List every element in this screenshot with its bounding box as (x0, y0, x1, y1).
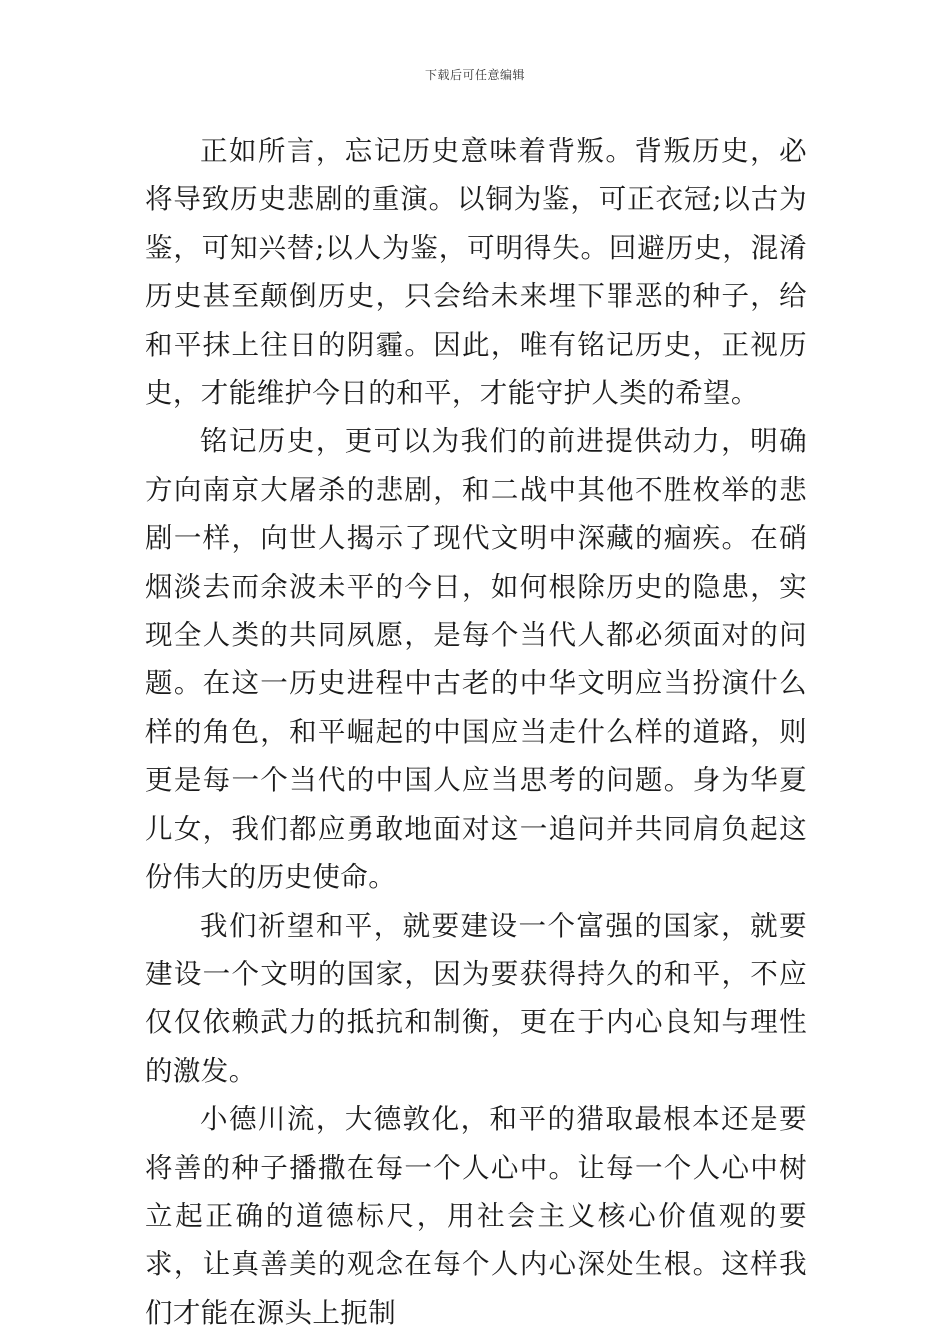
document-body (145, 127, 807, 1337)
header-note: 下载后可任意编辑 (424, 68, 525, 82)
paragraph-3: 我们祈望和平，就要建设一个富强的国家，就要建设一个文明的国家，因为要获得持久的和平，不应仅仅依赖武力的抵抗和制衡，更在于内心良知与理性的激发。 (145, 909, 807, 1087)
paragraph-2: 铭记历史，更可以为我们的前进提供动力，明确方向南京大屠杀的悲剧，和二战中其他不胜枚举的悲剧一样，向世人揭示了现代文明中深藏的痼疾。在硝烟淡去而余波未平的今日，如何根除历史的隐患，实现全人类的共同夙愿，是每个当代人都必须面对的问题。在这一历史进程中古老的中华文明应当扮演什么样的角色，和平崛起的中国应当走什么样的道路，则更是每一个当代的中国人应当思考的问题。身为华夏儿女，我们都应勇敢地面对这一追问并共同肩负起这份伟大的历史使命。 (145, 425, 807, 894)
paragraph-4: 小德川流，大德敦化，和平的猎取最根本还是要将善的种子播撒在每一个人心中。让每一个人心中树立起正确的道德标尺，用社会主义核心价值观的要求，让真善美的观念在每个人内心深处生根。这样我们才能在源头上扼制 (145, 1103, 807, 1329)
paragraph-1: 正如所言，忘记历史意味着背叛。背叛历史，必将导致历史悲剧的重演。以铜为鉴，可正衣冠;以古为鉴，可知兴替;以人为鉴，可明得失。回避历史，混淆历史甚至颠倒历史，只会给未来埋下罪恶的种子，给和平抹上往日的阴霾。因此，唯有铭记历史，正视历史，才能维护今日的和平，才能守护人类的希望。 (145, 135, 807, 410)
